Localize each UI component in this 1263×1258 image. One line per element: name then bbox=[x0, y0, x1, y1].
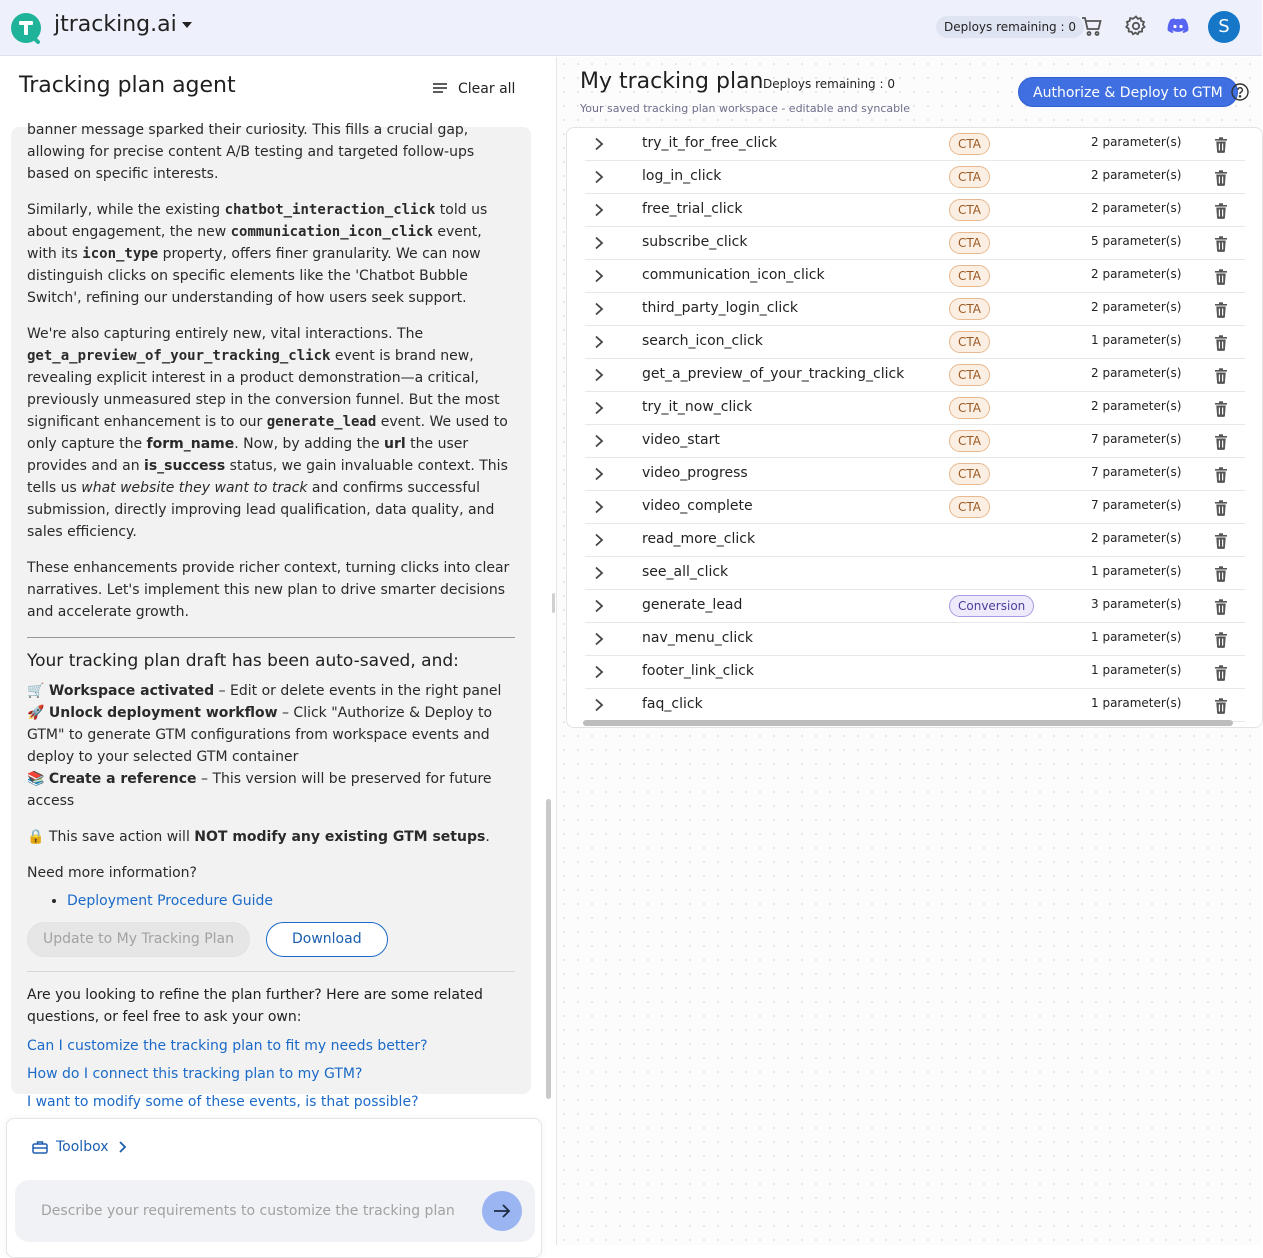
autosave-heading: Your tracking plan draft has been auto-saved, and: bbox=[27, 651, 459, 671]
panel-resize-handle[interactable] bbox=[552, 593, 555, 613]
divider bbox=[27, 637, 515, 638]
event-row[interactable] bbox=[585, 194, 1245, 227]
expand-chevron-icon[interactable] bbox=[593, 170, 605, 184]
parameter-count: 5 parameter(s) bbox=[1091, 234, 1182, 248]
divider bbox=[27, 971, 515, 972]
expand-chevron-icon[interactable] bbox=[593, 434, 605, 448]
parameter-count: 2 parameter(s) bbox=[1091, 366, 1182, 380]
suggested-question-link[interactable]: I want to modify some of these events, is that possible? bbox=[27, 1094, 419, 1110]
prompt-box bbox=[15, 1180, 535, 1242]
event-row[interactable] bbox=[585, 524, 1245, 557]
message-paragraph: These enhancements provide richer context, turning clicks into clear narratives. Let's implement this new plan to drive smarter decisions and accelerate growth. bbox=[27, 560, 510, 620]
event-row[interactable] bbox=[585, 491, 1245, 524]
parameter-count: 2 parameter(s) bbox=[1091, 531, 1182, 545]
event-tag-badge: CTA bbox=[949, 265, 990, 287]
need-more-info: Need more information? bbox=[27, 865, 197, 881]
event-name: video_start bbox=[642, 432, 720, 448]
property-code: icon_type bbox=[82, 246, 159, 262]
user-avatar[interactable]: S bbox=[1208, 11, 1240, 43]
expand-chevron-icon[interactable] bbox=[593, 401, 605, 415]
download-button[interactable]: Download bbox=[266, 922, 388, 957]
expand-chevron-icon[interactable] bbox=[593, 236, 605, 250]
delete-trash-icon[interactable] bbox=[1214, 566, 1228, 582]
expand-chevron-icon[interactable] bbox=[593, 302, 605, 316]
event-name: search_icon_click bbox=[642, 333, 763, 349]
delete-trash-icon[interactable] bbox=[1214, 170, 1228, 186]
expand-chevron-icon[interactable] bbox=[593, 698, 605, 712]
books-emoji-icon: 📚 bbox=[27, 771, 45, 787]
event-name: generate_lead bbox=[642, 597, 743, 613]
toolbox-button[interactable] bbox=[32, 1139, 127, 1155]
event-name: third_party_login_click bbox=[642, 300, 799, 316]
delete-trash-icon[interactable] bbox=[1214, 203, 1228, 219]
delete-trash-icon[interactable] bbox=[1214, 401, 1228, 417]
lock-emoji-icon: 🔒 bbox=[27, 829, 45, 845]
clear-list-icon bbox=[432, 82, 448, 96]
event-tag-badge: CTA bbox=[949, 496, 990, 518]
chat-message-card bbox=[11, 122, 531, 1110]
expand-chevron-icon[interactable] bbox=[593, 599, 605, 613]
update-tracking-plan-button[interactable]: Update to My Tracking Plan bbox=[27, 922, 250, 957]
lock-note: 🔒 This save action will NOT modify any existing GTM setups. bbox=[27, 829, 490, 845]
event-row[interactable] bbox=[585, 590, 1245, 623]
event-tag-badge: Conversion bbox=[949, 595, 1034, 617]
event-name: subscribe_click bbox=[642, 234, 748, 250]
event-row[interactable] bbox=[585, 656, 1245, 689]
message-paragraph: banner message sparked their curiosity. This fills a crucial gap, allowing for precise content A/B testing and targeted follow-ups based on specific interests. bbox=[27, 122, 475, 182]
horizontal-scrollbar[interactable] bbox=[583, 720, 1233, 726]
expand-chevron-icon[interactable] bbox=[593, 203, 605, 217]
deploys-remaining-badge: Deploys remaining : 0 bbox=[936, 16, 1084, 38]
expand-chevron-icon[interactable] bbox=[593, 566, 605, 580]
chat-message-body bbox=[27, 119, 515, 1116]
autosave-bullets bbox=[27, 680, 515, 812]
event-row[interactable] bbox=[585, 557, 1245, 590]
event-name: read_more_click bbox=[642, 531, 756, 547]
plan-title: My tracking plan bbox=[580, 69, 764, 94]
event-tag-badge: CTA bbox=[949, 232, 990, 254]
tracking-plan-panel bbox=[556, 57, 1262, 1245]
event-row[interactable] bbox=[585, 425, 1245, 458]
brand-name[interactable]: jtracking.ai bbox=[54, 12, 177, 37]
event-name: free_trial_click bbox=[642, 201, 743, 217]
parameter-count: 2 parameter(s) bbox=[1091, 267, 1182, 281]
action-buttons bbox=[27, 922, 515, 957]
composer-card bbox=[6, 1118, 542, 1258]
toolbox-label: Toolbox bbox=[56, 1139, 109, 1155]
delete-trash-icon[interactable] bbox=[1214, 335, 1228, 351]
delete-trash-icon[interactable] bbox=[1214, 137, 1228, 153]
events-table bbox=[566, 127, 1263, 728]
delete-trash-icon[interactable] bbox=[1214, 632, 1228, 648]
help-icon[interactable] bbox=[1231, 83, 1249, 101]
parameter-count: 2 parameter(s) bbox=[1091, 399, 1182, 413]
related-questions-intro: Are you looking to refine the plan further? Here are some related questions, or feel free to ask your own: bbox=[27, 987, 483, 1025]
parameter-count: 2 parameter(s) bbox=[1091, 201, 1182, 215]
settings-gear-icon[interactable] bbox=[1124, 14, 1148, 38]
delete-trash-icon[interactable] bbox=[1214, 434, 1228, 450]
expand-chevron-icon[interactable] bbox=[593, 368, 605, 382]
parameter-count: 1 parameter(s) bbox=[1091, 564, 1182, 578]
rocket-emoji-icon: 🚀 bbox=[27, 705, 45, 721]
delete-trash-icon[interactable] bbox=[1214, 533, 1228, 549]
event-tag-badge: CTA bbox=[949, 364, 990, 386]
event-name: get_a_preview_of_your_tracking_click bbox=[642, 366, 905, 382]
event-row[interactable] bbox=[585, 161, 1245, 194]
discord-icon[interactable] bbox=[1166, 14, 1190, 38]
parameter-count: 7 parameter(s) bbox=[1091, 498, 1182, 512]
cart-emoji-icon: 🛒 bbox=[27, 683, 45, 699]
deployment-guide-link[interactable]: Deployment Procedure Guide bbox=[67, 893, 273, 909]
event-code: generate_lead bbox=[266, 414, 377, 430]
event-name: try_it_for_free_click bbox=[642, 135, 778, 151]
parameter-count: 2 parameter(s) bbox=[1091, 135, 1182, 149]
delete-trash-icon[interactable] bbox=[1214, 368, 1228, 384]
event-row[interactable] bbox=[585, 359, 1245, 392]
delete-trash-icon[interactable] bbox=[1214, 698, 1228, 714]
expand-chevron-icon[interactable] bbox=[593, 467, 605, 481]
event-name: nav_menu_click bbox=[642, 630, 754, 646]
authorize-deploy-button[interactable]: Authorize & Deploy to GTM bbox=[1018, 77, 1238, 107]
unlock-deploy-item: 🚀 Unlock deployment workflow – Click "Authorize & Deploy to GTM" to generate GTM configurations from workspace events and deploy to your selected GTM container bbox=[27, 705, 493, 765]
plan-deploys-remaining: Deploys remaining : 0 bbox=[763, 77, 895, 91]
parameter-count: 1 parameter(s) bbox=[1091, 630, 1182, 644]
expand-chevron-icon[interactable] bbox=[593, 632, 605, 646]
event-tag-badge: CTA bbox=[949, 133, 990, 155]
event-row[interactable] bbox=[585, 293, 1245, 326]
event-code: chatbot_interaction_click bbox=[224, 202, 436, 218]
parameter-count: 2 parameter(s) bbox=[1091, 300, 1182, 314]
event-name: see_all_click bbox=[642, 564, 729, 580]
parameter-count: 7 parameter(s) bbox=[1091, 432, 1182, 446]
arrow-right-icon bbox=[493, 1203, 511, 1219]
event-code: communication_icon_click bbox=[230, 224, 433, 240]
event-code: get_a_preview_of_your_tracking_click bbox=[27, 348, 331, 364]
event-tag-badge: CTA bbox=[949, 397, 990, 419]
event-row[interactable] bbox=[585, 392, 1245, 425]
top-bar bbox=[0, 0, 1262, 56]
event-name: log_in_click bbox=[642, 168, 722, 184]
parameter-count: 1 parameter(s) bbox=[1091, 663, 1182, 677]
chat-scrollbar[interactable] bbox=[546, 799, 551, 1099]
brand-dropdown-icon[interactable] bbox=[182, 22, 192, 28]
event-row[interactable] bbox=[585, 227, 1245, 260]
create-reference-item: 📚 Create a reference – This version will be preserved for future access bbox=[27, 771, 492, 809]
plan-subtitle: Your saved tracking plan workspace - editable and syncable bbox=[580, 102, 910, 115]
event-row[interactable] bbox=[585, 326, 1245, 359]
event-row[interactable] bbox=[585, 623, 1245, 656]
event-row[interactable] bbox=[585, 689, 1245, 722]
expand-chevron-icon[interactable] bbox=[593, 269, 605, 283]
event-name: video_complete bbox=[642, 498, 753, 514]
workspace-activated-item: 🛒 Workspace activated – Edit or delete events in the right panel bbox=[27, 683, 502, 699]
event-tag-badge: CTA bbox=[949, 463, 990, 485]
expand-chevron-icon[interactable] bbox=[593, 533, 605, 547]
delete-trash-icon[interactable] bbox=[1214, 236, 1228, 252]
event-tag-badge: CTA bbox=[949, 331, 990, 353]
send-button[interactable] bbox=[482, 1191, 522, 1231]
event-name: video_progress bbox=[642, 465, 748, 481]
requirements-input[interactable] bbox=[41, 1203, 461, 1219]
expand-chevron-icon[interactable] bbox=[593, 500, 605, 514]
chevron-right-icon bbox=[117, 1141, 127, 1153]
delete-trash-icon[interactable] bbox=[1214, 302, 1228, 318]
delete-trash-icon[interactable] bbox=[1214, 467, 1228, 483]
expand-chevron-icon[interactable] bbox=[593, 335, 605, 349]
agent-panel-title: Tracking plan agent bbox=[19, 73, 236, 98]
message-paragraph: Similarly, while the existing chatbot_interaction_click told us about engagement, the new communication_icon_click event, with its icon_type property, offers finer granularity. We can now distinguish clicks on specific elements like the 'Chatbot Bubble Switch', refining our understanding of how users seek support. bbox=[27, 202, 488, 306]
event-row[interactable] bbox=[585, 260, 1245, 293]
event-row[interactable] bbox=[585, 458, 1245, 491]
agent-panel bbox=[0, 57, 554, 1245]
message-paragraph: We're also capturing entirely new, vital interactions. The get_a_preview_of_your_tracking_click event is brand new, revealing explicit interest in a product demonstration—a critical, previously unmeasured step in the conversion funnel. But the most significant enhancement is to our generate_lead event. We used to only capture the form_name. Now, by adding the url the user provides and an is_success status, we gain invaluable context. This tells us what website they want to track and confirms successful submission, directly improving lead qualification, data quality, and sales efficiency. bbox=[27, 326, 508, 540]
event-tag-badge: CTA bbox=[949, 199, 990, 221]
delete-trash-icon[interactable] bbox=[1214, 665, 1228, 681]
event-name: faq_click bbox=[642, 696, 703, 712]
parameter-count: 3 parameter(s) bbox=[1091, 597, 1182, 611]
event-name: communication_icon_click bbox=[642, 267, 825, 283]
delete-trash-icon[interactable] bbox=[1214, 599, 1228, 615]
guide-links bbox=[27, 890, 515, 912]
toolbox-icon bbox=[32, 1140, 48, 1154]
cart-icon[interactable] bbox=[1080, 14, 1104, 38]
event-name: try_it_now_click bbox=[642, 399, 753, 415]
expand-chevron-icon[interactable] bbox=[593, 137, 605, 151]
parameter-count: 1 parameter(s) bbox=[1091, 333, 1182, 347]
parameter-count: 2 parameter(s) bbox=[1091, 168, 1182, 182]
event-tag-badge: CTA bbox=[949, 298, 990, 320]
delete-trash-icon[interactable] bbox=[1214, 269, 1228, 285]
event-name: footer_link_click bbox=[642, 663, 754, 679]
delete-trash-icon[interactable] bbox=[1214, 500, 1228, 516]
event-tag-badge: CTA bbox=[949, 166, 990, 188]
parameter-count: 1 parameter(s) bbox=[1091, 696, 1182, 710]
event-row[interactable] bbox=[585, 128, 1245, 161]
clear-all-button[interactable] bbox=[432, 81, 515, 97]
suggested-question-link[interactable]: Can I customize the tracking plan to fit my needs better? bbox=[27, 1038, 428, 1054]
event-tag-badge: CTA bbox=[949, 430, 990, 452]
expand-chevron-icon[interactable] bbox=[593, 665, 605, 679]
logo-icon[interactable] bbox=[10, 12, 42, 44]
parameter-count: 7 parameter(s) bbox=[1091, 465, 1182, 479]
clear-all-label: Clear all bbox=[458, 81, 516, 97]
suggested-question-link[interactable]: How do I connect this tracking plan to my GTM? bbox=[27, 1066, 363, 1082]
